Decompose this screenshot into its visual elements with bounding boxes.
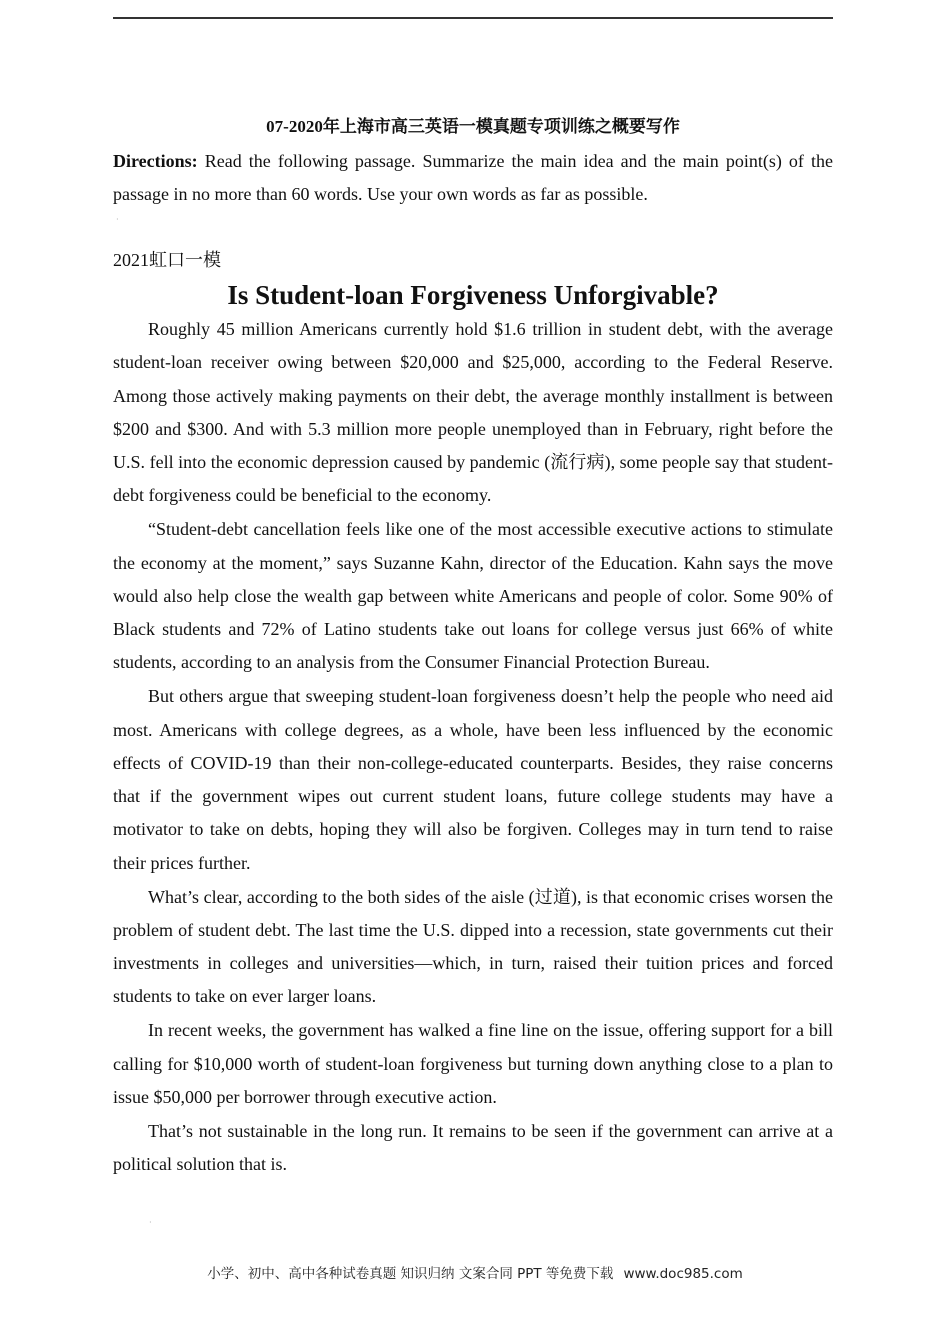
- paragraph-mark-icon: ·: [116, 215, 119, 224]
- blank-line: [113, 211, 833, 244]
- passage-paragraph-1: Roughly 45 million Americans currently hold $1.6 trillion in student debt, with the average student-loan receiver owing between $20,000 and $25,000, according to the Federal Reserve. Among those actively making payments on their debt, the average monthly installment is between $200 and $300. And with 5.3 million more people unemployed than in February, right before the U.S. fell into the economic depression caused by pandemic (流行病), some people say that student-debt forgiveness could be beneficial to the economy.: [113, 319, 833, 506]
- document-title: 07-2020年上海市高三英语一模真题专项训练之概要写作: [266, 117, 680, 136]
- passage-paragraph-3: But others argue that sweeping student-loan forgiveness doesn’t help the people who need aid most. Americans with college degrees, as a whole, have been less influenced by the economic effects of COVID-19 than their non-college-educated counterparts. Besides, they raise concerns that if the government wipes out current student loans, future college students may have a motivator to take on debts, hoping they will also be forgiven. Colleges may in turn tend to raise their prices further.: [113, 686, 833, 873]
- trailing-paragraph-mark-icon: ·: [149, 1218, 152, 1227]
- passage-paragraph-6: That’s not sustainable in the long run. It remains to be seen if the government can arrive at a political solution that is.: [113, 1120, 833, 1174]
- passage-paragraph-2: “Student-debt cancellation feels like one of the most accessible executive actions to stimulate the economy at the moment,” says Suzanne Kahn, director of the Education. Kahn says the move would also help close the wealth gap between white Americans and people of color. Some 90% of Black students and 72% of Latino students take out loans for college versus just 66% of white students, according to an analysis from the Consumer Financial Protection Bureau.: [113, 519, 833, 673]
- directions-text: Read the following passage. Summarize the main idea and the main point(s) of the passage in no more than 60 words. Use your own words as far as possible.: [113, 151, 833, 204]
- passage-paragraph-5: In recent weeks, the government has walked a fine line on the issue, offering support for a bill calling for $10,000 worth of student-loan forgiveness but turning down anything close to a plan to issue $50,000 per borrower through executive action.: [113, 1020, 833, 1107]
- footer-url-link[interactable]: www.doc985.com: [623, 1266, 743, 1282]
- page-footer: [0, 1262, 950, 1286]
- footer-text: 小学、初中、高中各种试卷真题 知识归纳 文案合同 PPT 等免费下载: [207, 1266, 614, 1282]
- header-rule: [113, 17, 833, 19]
- document-page: [113, 112, 833, 1181]
- directions-label: Directions:: [113, 151, 198, 171]
- directions: [113, 145, 833, 211]
- passage-paragraph-4: What’s clear, according to the both sides of the aisle (过道), is that economic crises worsen the problem of student debt. The last time the U.S. dipped into a recession, state governments cut their investments in colleges and universities—which, in turn, raised their tuition prices and forced students to take on ever larger loans.: [113, 886, 833, 1007]
- passage-title: Is Student-loan Forgiveness Unforgivable?: [227, 280, 719, 310]
- source-label: 2021虹口一模: [113, 250, 221, 270]
